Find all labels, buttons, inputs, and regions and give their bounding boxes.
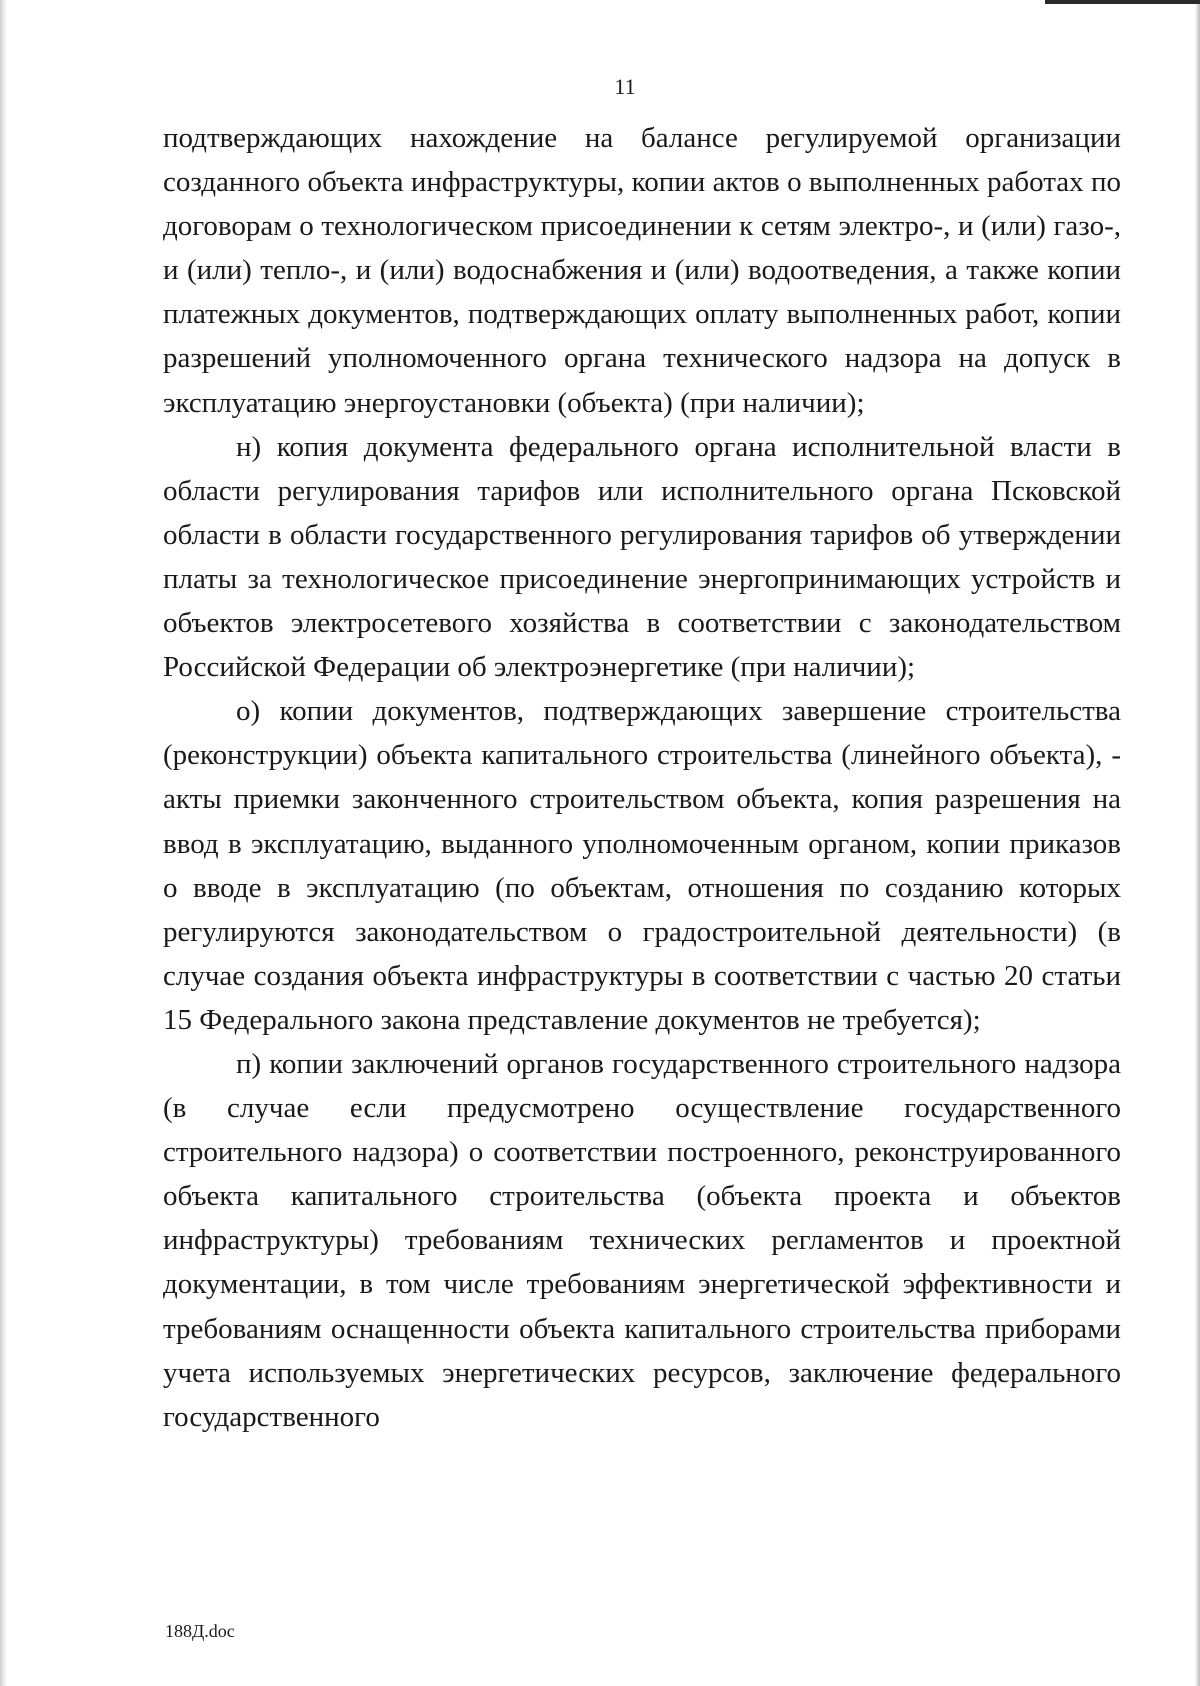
paragraph-item-n: н) копия документа федерального органа исполнительной власти в области регулирования тарифов или исполнительного органа Псковской области в области государственного регулирования тарифов об утверждении платы за технологическое присоединение энергопринимающих устройств и объектов электросетевого хозяйства в соответствии с законодательством Российской Федерации об электроэнергетике (при наличии); bbox=[163, 430, 1121, 684]
paragraph-item-p: п) копии заключений органов государственного строительного надзора (в случае если предусмотрено осуществление государственного строительного надзора) о соответствии построенного, реконструированного объекта капитального строительства (объекта проекта и объектов инфраструктуры) требованиям технических регламентов и проектной документации, в том числе требованиям энергетической эффективности и требованиям оснащенности объекта капитального строительства приборами учета используемых энергетических ресурсов, заключение федерального государственного bbox=[163, 1047, 1121, 1433]
paragraph-continuation: подтверждающих нахождение на балансе регулируемой организации созданного объекта инфраструктуры, копии актов о выполненных работах по договорам о технологическом присоединении к сетям электро-, и (или) газо-, и (или) тепло-, и (или) водоснабжения и (или) водоотведения, а также копии платежных документов, подтверждающих оплату выполненных работ, копии разрешений уполномоченного органа технического надзора на допуск в эксплуатацию энергоустановки (объекта) (при наличии); bbox=[163, 122, 1121, 419]
scan-edge-left bbox=[0, 0, 7, 1686]
scan-edge-top bbox=[1045, 0, 1200, 4]
scan-edge-right bbox=[1195, 0, 1200, 1686]
paragraph-item-o: о) копии документов, подтверждающих завершение строительства (реконструкции) объекта капитального строительства (линейного объекта), - акты приемки законченного строительством объекта, копия разрешения на ввод в эксплуатацию, выданного уполномоченным органом, копии приказов о вводе в эксплуатацию (по объектам, отношения по созданию которых регулируются законодательством о градостроительной деятельности) (в случае создания объекта инфраструктуры в соответствии с частью 20 статьи 15 Федерального закона представление документов не требуется); bbox=[163, 695, 1121, 1036]
document-body bbox=[163, 116, 1121, 1439]
page-number: 11 bbox=[614, 74, 636, 99]
footer-filename: 188Д.doc bbox=[165, 1621, 235, 1641]
